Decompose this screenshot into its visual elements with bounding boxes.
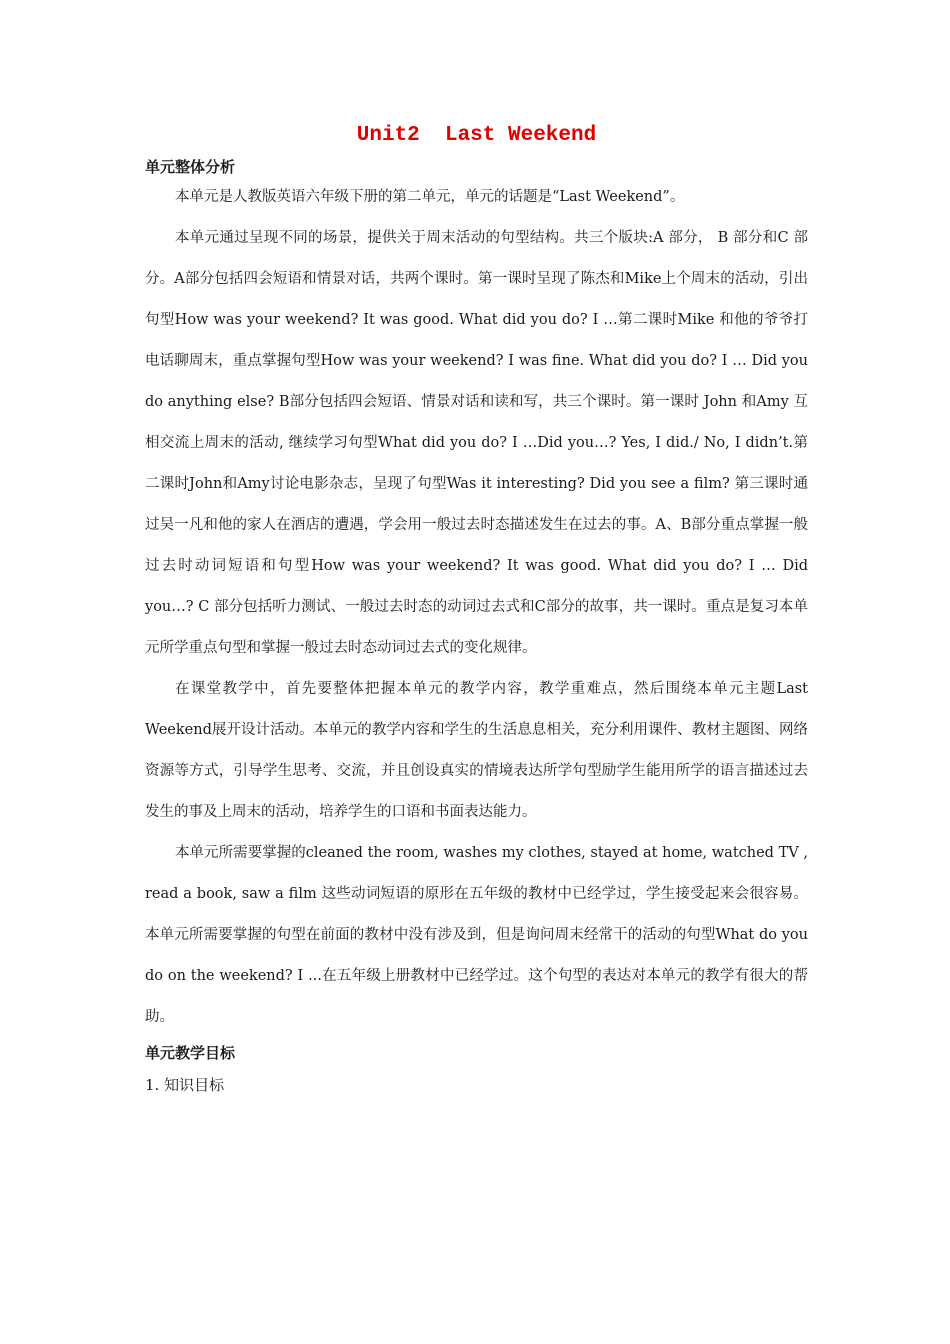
section-heading-goals: 单元教学目标 xyxy=(145,1044,236,1062)
paragraph-intro: 本单元是人教版英语六年级下册的第二单元，单元的话题是“Last Weekend”。 xyxy=(175,189,685,205)
document-title: Unit2 Last Weekend xyxy=(356,124,597,147)
paragraph-structure: 本单元通过呈现不同的场景，提供关于周末活动的句型结构。共三个版块:A 部分， B 部分和C 部分。A部分包括四会短语和情景对话，共两个课时。第一课时呈现了陈杰和Mike上个周末的活动，引出句型How was your weekend? It was good. What did you do? I …第二课时Mike 和他的爷爷打电话聊周末，重点掌握句型How was your weekend? I was fine. What did you do? I … Did you do anything else? B部分包括四会短语、情景对话和读和写，共三个课时。第一课时 John 和Amy 互相交流上周末的活动, 继续学习句型What did you do? I …Did you…? Yes, I did./ No, I didn’t.第二课时John和Amy讨论电影杂志，呈现了句型Was it interesting? Did you see a film? 第三课时通过吴一凡和他的家人在酒店的遭遇，学会用一般过去时态描述发生在过去的事。A、B部分重点掌握一般过去时动词短语和句型How was your weekend? It was good. What did you do? I … Did you…? C 部分包括听力测试、一般过去时态的动词过去式和C部分的故事，共一课时。重点是复习本单元所学重点句型和掌握一般过去时态动词过去式的变化规律。 xyxy=(145,230,808,656)
section-heading-analysis: 单元整体分析 xyxy=(145,158,236,176)
paragraph-prior-knowledge: 本单元所需要掌握的cleaned the room, washes my clothes, stayed at home, watched TV , read a book, saw a film 这些动词短语的原形在五年级的教材中已经学过，学生接受起来会很容易。本单元所需要掌握的句型在前面的教材中没有涉及到，但是询问周末经常干的活动的句型What do you do on the weekend? I ...在五年级上册教材中已经学过。这个句型的表达对本单元的教学有很大的帮助。 xyxy=(145,845,808,1025)
list-item-knowledge-goal: 1. 知识目标 xyxy=(145,1076,225,1094)
document-page xyxy=(145,118,808,1098)
paragraph-teaching: 在课堂教学中，首先要整体把握本单元的教学内容，教学重难点，然后围绕本单元主题Last Weekend展开设计活动。本单元的教学内容和学生的生活息息相关，充分利用课件、教材主题图、网络资源等方式，引导学生思考、交流，并且创设真实的情境表达所学句型励学生能用所学的语言描述过去发生的事及上周末的活动，培养学生的口语和书面表达能力。 xyxy=(145,681,808,820)
